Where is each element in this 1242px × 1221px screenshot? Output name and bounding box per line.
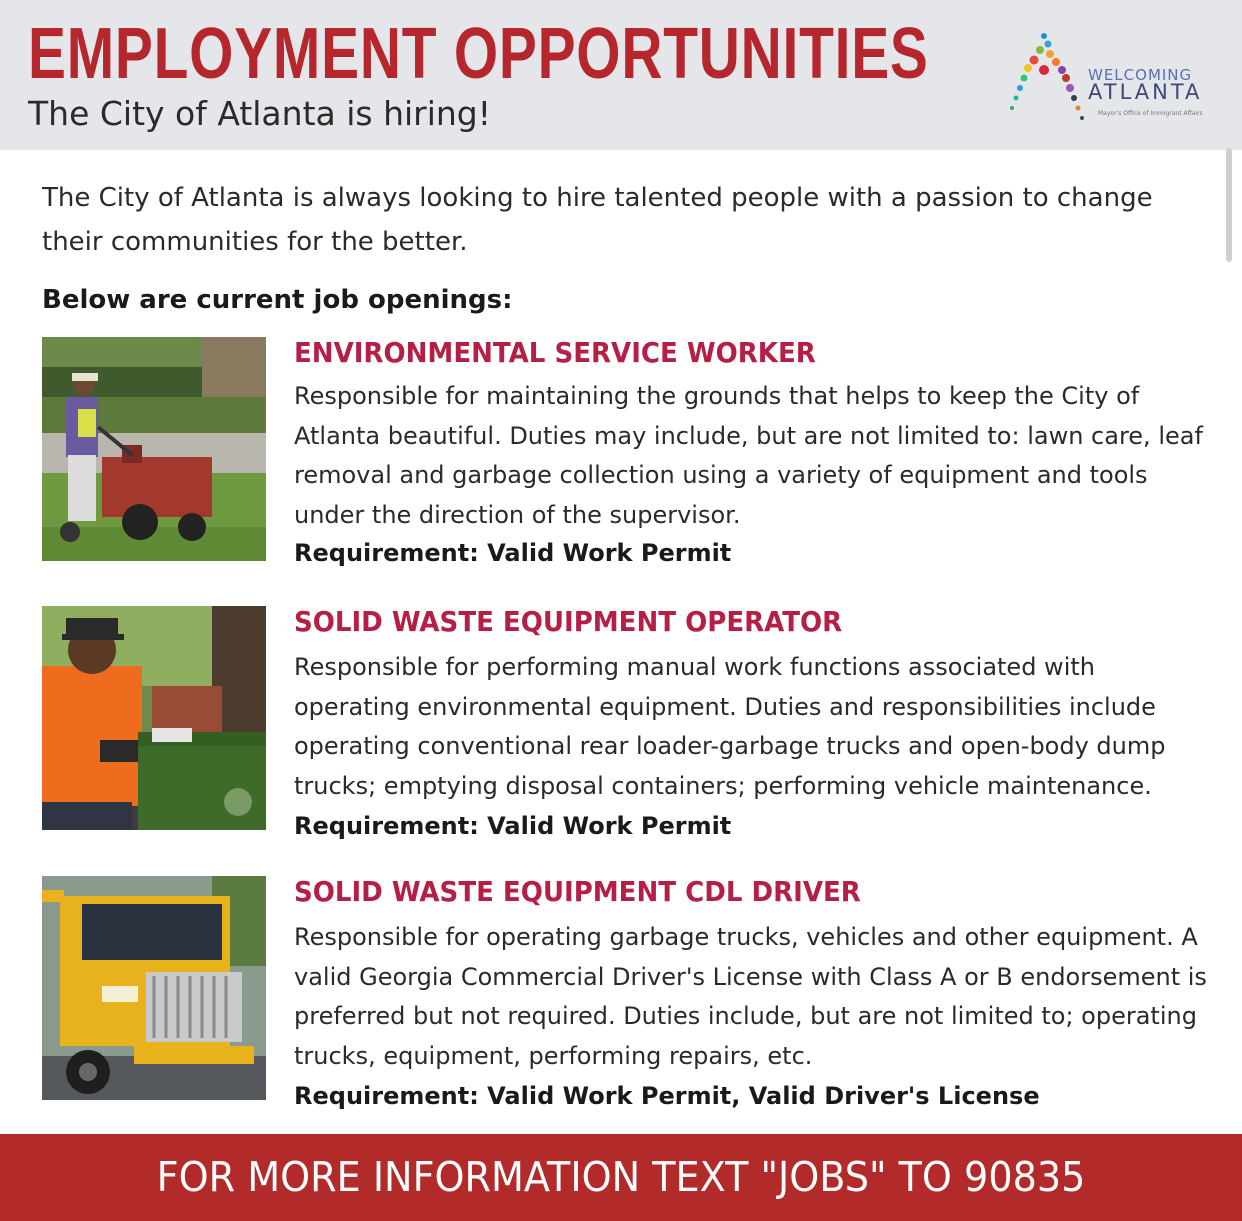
welcoming-atlanta-logo xyxy=(1004,26,1236,126)
job-requirement: Requirement: Valid Work Permit, Valid Driver's License xyxy=(294,1082,1040,1110)
job-description: Responsible for maintaining the grounds that helps to keep the City of Atlanta beautiful. Duties may include, but are not limited to: lawn care, leaf removal and garbage collection using a variety of equipment and tools under the direction of the supervisor. xyxy=(294,382,1203,529)
page-subtitle: The City of Atlanta is hiring! xyxy=(28,94,491,133)
job-title: ENVIRONMENTAL SERVICE WORKER xyxy=(294,336,816,369)
job-title: SOLID WASTE EQUIPMENT CDL DRIVER xyxy=(294,875,861,908)
footer-call-to-action: FOR MORE INFORMATION TEXT "JOBS" TO 90835 xyxy=(156,1153,1086,1201)
intro-paragraph: The City of Atlanta is always looking to hire talented people with a passion to change their communities for the better. xyxy=(42,183,1153,257)
footer-banner xyxy=(0,1134,1242,1221)
header-banner xyxy=(0,0,1242,150)
job-description: Responsible for performing manual work functions associated with operating environmental equipment. Duties and responsibilities include operating conventional rear loader-garbage trucks and open-body dump trucks; emptying disposal containers; performing vehicle maintenance. xyxy=(294,653,1166,800)
scrollbar-thumb[interactable] xyxy=(1226,148,1232,262)
job-listing xyxy=(42,875,1212,1110)
job-listing xyxy=(42,605,1212,840)
page-title: EMPLOYMENT OPPORTUNITIES xyxy=(28,14,929,94)
job-title: SOLID WASTE EQUIPMENT OPERATOR xyxy=(294,605,843,638)
job-description: Responsible for operating garbage trucks, vehicles and other equipment. A valid Georgia Commercial Driver's License with Class A or B endorsement is preferred but not required. Duties include, but are not limited to; operating trucks, equipment, performing repairs, etc. xyxy=(294,923,1207,1070)
logo-atlanta-text: ATLANTA xyxy=(1088,80,1203,104)
logo-office-text: Mayor's Office of Immigrant Affairs xyxy=(1098,110,1203,117)
job-requirement: Requirement: Valid Work Permit xyxy=(294,539,732,567)
logo-welcoming-text: WELCOMING xyxy=(1088,66,1193,84)
yellow-truck-photo xyxy=(42,876,266,1100)
job-requirement: Requirement: Valid Work Permit xyxy=(294,812,732,840)
logo-dots-icon xyxy=(1004,26,1094,126)
worker-mowing-lawn-photo xyxy=(42,337,266,561)
worker-with-trash-cart-photo xyxy=(42,606,266,830)
job-listing xyxy=(42,337,1212,567)
openings-heading: Below are current job openings: xyxy=(42,285,513,315)
